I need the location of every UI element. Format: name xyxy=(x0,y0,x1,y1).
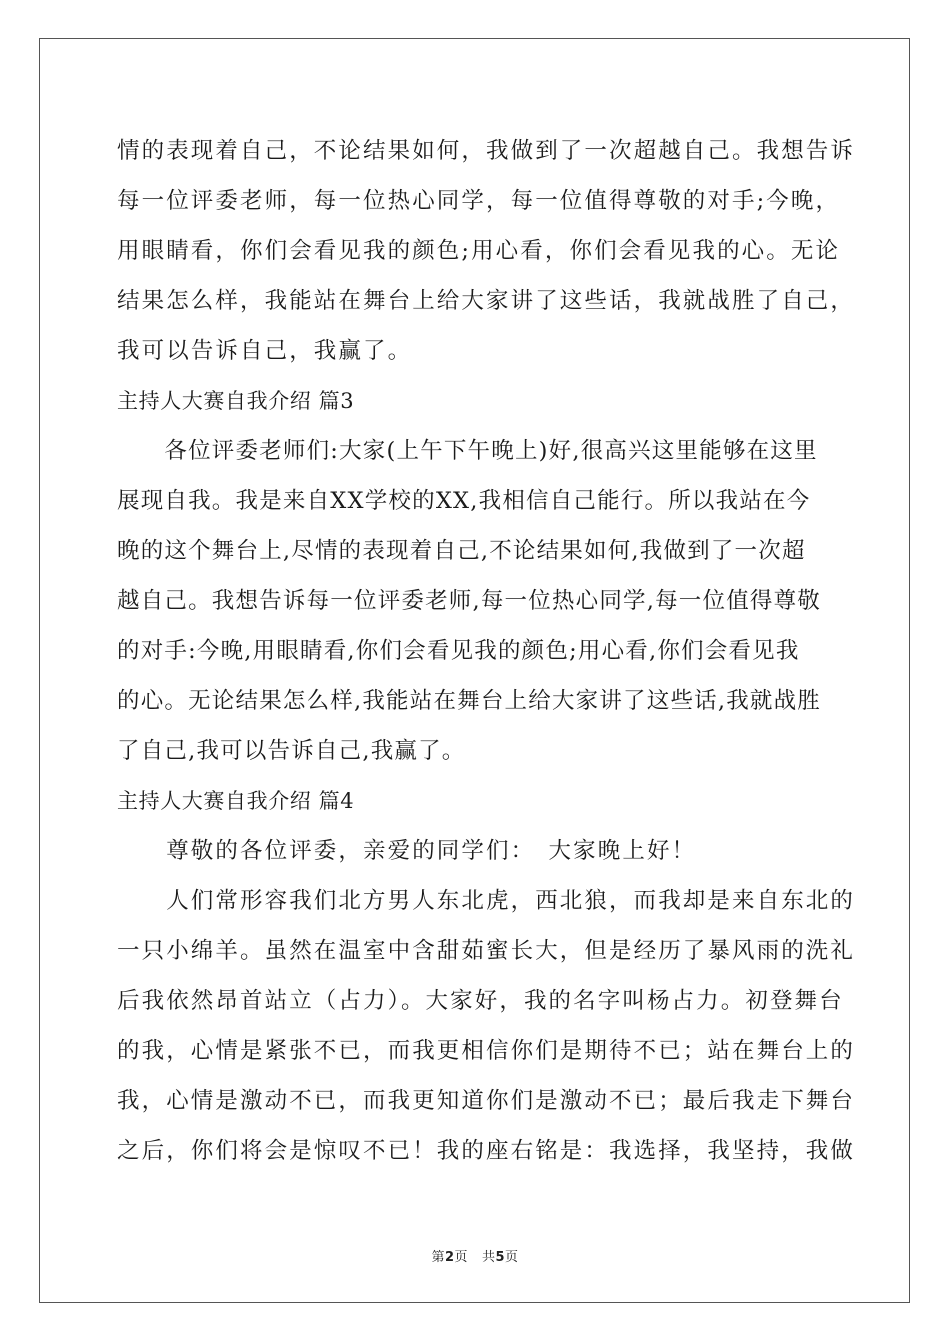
text-line: 结果怎么样，我能站在舞台上给大家讲了这些话，我就战胜了自己， xyxy=(117,288,856,314)
text-line: 晚的这个舞台上,尽情的表现着自己,不论结果如何,我做到了一次超 xyxy=(117,538,806,564)
text-line: 的心。无论结果怎么样,我能站在舞台上给大家讲了这些话,我就战胜 xyxy=(117,688,822,714)
text-line: 之后，你们将会是惊叹不已！我的座右铭是：我选择，我坚持，我做 xyxy=(117,1138,856,1164)
section-heading: 主持人大赛自我介绍 篇4 xyxy=(117,789,355,813)
text-line: 尊敬的各位评委，亲爱的同学们： 大家晚上好！ xyxy=(117,838,697,864)
total-prefix: 共 xyxy=(481,1250,496,1265)
text-line: 我，心情是激动不已，而我更知道你们是激动不已；最后我走下舞台 xyxy=(117,1088,856,1114)
text-line: 每一位评委老师，每一位热心同学，每一位值得尊敬的对手;今晚， xyxy=(117,188,841,214)
text-line: 了自己,我可以告诉自己,我赢了。 xyxy=(117,738,466,764)
total-suffix: 页 xyxy=(505,1250,519,1265)
total-page-number: 5 xyxy=(495,1250,506,1265)
text-line: 越自己。我想告诉每一位评委老师,每一位热心同学,每一位值得尊敬 xyxy=(117,588,822,614)
text-line: 各位评委老师们:大家(上午下午晚上)好,很高兴这里能够在这里 xyxy=(117,438,818,464)
text-line: 一只小绵羊。虽然在温室中含甜茹蜜长大，但是经历了暴风雨的洗礼 xyxy=(117,938,856,964)
text-line: 后我依然昂首站立（占力）。大家好，我的名字叫杨占力。初登舞台 xyxy=(117,988,844,1014)
page-suffix: 页 xyxy=(454,1250,469,1265)
text-line: 人们常形容我们北方男人东北虎，西北狼，而我却是来自东北的 xyxy=(117,888,856,914)
text-line: 情的表现着自己，不论结果如何，我做到了一次超越自己。我想告诉 xyxy=(117,138,856,164)
current-page-number: 2 xyxy=(444,1250,455,1265)
page-prefix: 第 xyxy=(431,1250,445,1265)
text-line: 我可以告诉自己，我赢了。 xyxy=(117,338,413,364)
page-footer xyxy=(0,1246,950,1265)
text-line: 的我，心情是紧张不已，而我更相信你们是期待不已；站在舞台上的 xyxy=(117,1038,856,1064)
text-line: 的对手:今晚,用眼睛看,你们会看见我的颜色;用心看,你们会看见我 xyxy=(117,638,800,664)
section-heading: 主持人大赛自我介绍 篇3 xyxy=(117,389,355,413)
document-body xyxy=(117,126,856,1176)
text-line: 展现自我。我是来自XX学校的XX,我相信自己能行。所以我站在今 xyxy=(117,488,811,514)
text-line: 用眼睛看，你们会看见我的颜色;用心看，你们会看见我的心。无论 xyxy=(117,238,841,264)
